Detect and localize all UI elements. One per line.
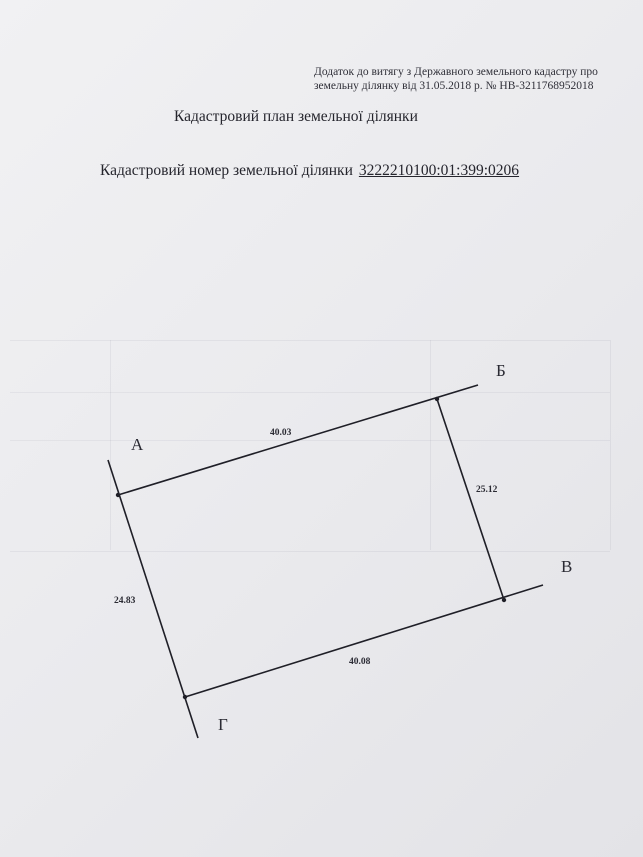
side-length-v-g: 40.08 [349,657,371,667]
corner-point-v [502,598,506,602]
corner-label-a: А [131,435,144,454]
side-a-b [118,385,478,495]
corner-point-b [435,397,439,401]
cadastral-number-value: 3222210100:01:399:0206 [358,162,520,179]
annex-line-2: земельну ділянку від 31.05.2018 р. № НВ-3211768952018 [314,80,594,92]
corner-point-a [116,493,120,497]
corner-point-g [183,695,187,699]
corner-label-v: В [561,557,573,576]
side-length-g-a: 24.83 [114,596,136,606]
side-v-g [185,585,543,697]
page-title: Кадастровий план земельної ділянки [174,108,418,125]
corner-label-b: Б [496,361,506,380]
cadastral-number-label: Кадастровий номер земельної ділянки [100,162,353,179]
side-length-b-v: 25.12 [476,485,498,495]
side-length-a-b: 40.03 [270,428,292,438]
annex-line-1: Додаток до витягу з Державного земельного кадастру про [314,66,598,78]
corner-label-g: Г [218,715,228,734]
side-b-v [437,399,504,600]
